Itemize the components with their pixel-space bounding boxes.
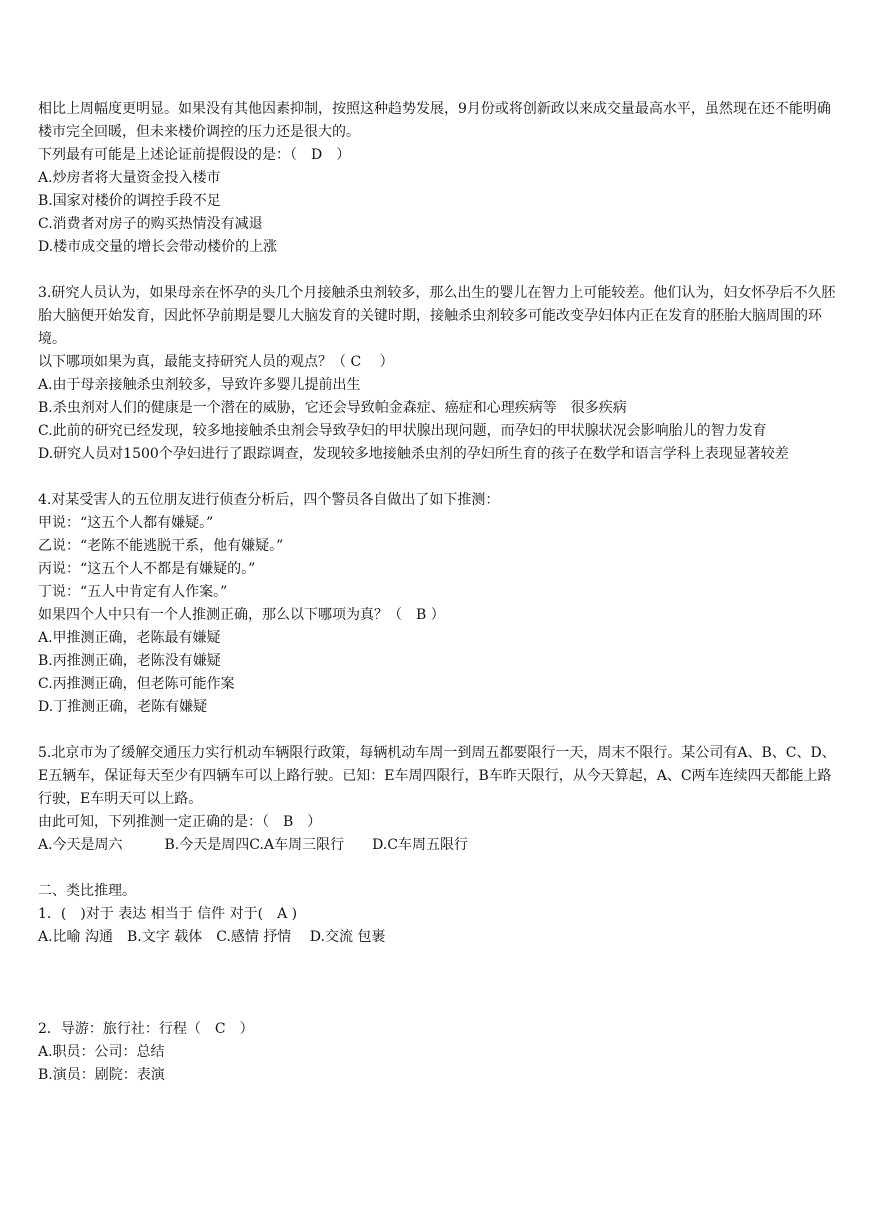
q3-option-b: B.杀虫剂对人们的健康是一个潜在的威胁，它还会导致帕金森症、癌症和心理疾病等 很多疾病 (38, 400, 627, 416)
intro-option-d: D.楼市成交量的增长会带动楼价的上涨 (38, 239, 278, 255)
spacer (38, 259, 843, 282)
s2-q2-option-b: B.演员：剧院：表演 (38, 1067, 165, 1083)
question-4 (38, 489, 843, 719)
q4-statement-bing: 丙说：“这五个人不都是有嫌疑的。” (38, 561, 256, 577)
q4-option-a: A.甲推测正确，老陈最有嫌疑 (38, 630, 221, 646)
intro-option-c: C.消费者对房子的购买热情没有减退 (38, 216, 263, 232)
intro-option-b: B.国家对楼价的调控手段不足 (38, 193, 221, 209)
q3-question: 以下哪项如果为真，最能支持研究人员的观点？（ C ） (38, 354, 394, 370)
spacer (38, 949, 843, 1018)
q3-option-d: D.研究人员对1500个孕妇进行了跟踪调查，发现较多地接触杀虫剂的孕妇所生育的孩子在数学和语言学科上表现显著较差 (38, 446, 789, 462)
s2-q2-question: 2．导游：旅行社：行程（ C ） (38, 1021, 254, 1037)
s2-q1-question: 1．( )对于 表达 相当于 信件 对于( A ) (38, 906, 298, 922)
intro-text: 相比上周幅度更明显。如果没有其他因素抑制，按照这种趋势发展，9月份或将创新政以来成交量最高水平，虽然现在还不能明确楼市完全回暖，但未来楼价调控的压力还是很大的。 (38, 101, 831, 140)
spacer (38, 466, 843, 489)
s2-q1-options: A.比喻 沟通 B.文字 载体 C.感情 抒情 D.交流 包裹 (38, 929, 386, 945)
question-5 (38, 742, 843, 857)
question-3 (38, 282, 843, 466)
spacer (38, 857, 843, 880)
document-page (38, 98, 843, 1087)
q4-option-d: D.丁推测正确，老陈有嫌疑 (38, 699, 208, 715)
section-heading: 二、类比推理。 (38, 883, 136, 899)
q4-option-c: C.丙推测正确，但老陈可能作案 (38, 676, 235, 692)
spacer (38, 719, 843, 742)
q5-question: 由此可知，下列推测一定正确的是：（ B ） (38, 814, 322, 830)
q3-text: 3.研究人员认为，如果母亲在怀孕的头几个月接触杀虫剂较多，那么出生的婴儿在智力上可能较差。他们认为，妇女怀孕后不久胚胎大脑便开始发育，因此怀孕前期是婴儿大脑发育的关键时期，接触杀虫剂较多可能改变孕妇体内正在发育的胚胎大脑周围的环境。 (38, 285, 836, 347)
q3-option-a: A.由于母亲接触杀虫剂较多，导致许多婴儿提前出生 (38, 377, 361, 393)
q4-statement-yi: 乙说：“老陈不能逃脱干系，他有嫌疑。” (38, 538, 284, 554)
q4-option-b: B.丙推测正确，老陈没有嫌疑 (38, 653, 221, 669)
q4-statement-ding: 丁说：“五人中肯定有人作案。” (38, 584, 228, 600)
intro-question: 下列最有可能是上述论证前提假设的是：（ D ） (38, 147, 351, 163)
s2-q2-option-a: A.职员：公司：总结 (38, 1044, 165, 1060)
q4-question: 如果四个人中只有一个人推测正确，那么以下哪项为真？（ B ） (38, 607, 445, 623)
q4-statement-jia: 甲说：“这五个人都有嫌疑。” (38, 515, 214, 531)
q5-options: A.今天是周六 B.今天是周四C.A车周三限行 D.C车周五限行 (38, 837, 468, 853)
q4-text: 4.对某受害人的五位朋友进行侦查分析后，四个警员各自做出了如下推测： (38, 492, 500, 508)
intro-option-a: A.炒房者将大量资金投入楼市 (38, 170, 221, 186)
section-analogy (38, 880, 843, 1087)
intro-passage (38, 98, 843, 259)
q5-text: 5.北京市为了缓解交通压力实行机动车辆限行政策，每辆机动车周一到周五都要限行一天，周末不限行。某公司有A、B、C、D、E五辆车，保证每天至少有四辆车可以上路行驶。已知：E车周四限行，B车昨天限行，从今天算起，A、C两车连续四天都能上路行驶，E车明天可以上路。 (38, 745, 836, 807)
q3-option-c: C.此前的研究已经发现，较多地接触杀虫剂会导致孕妇的甲状腺出现问题，而孕妇的甲状腺状况会影响胎儿的智力发育 (38, 423, 767, 439)
